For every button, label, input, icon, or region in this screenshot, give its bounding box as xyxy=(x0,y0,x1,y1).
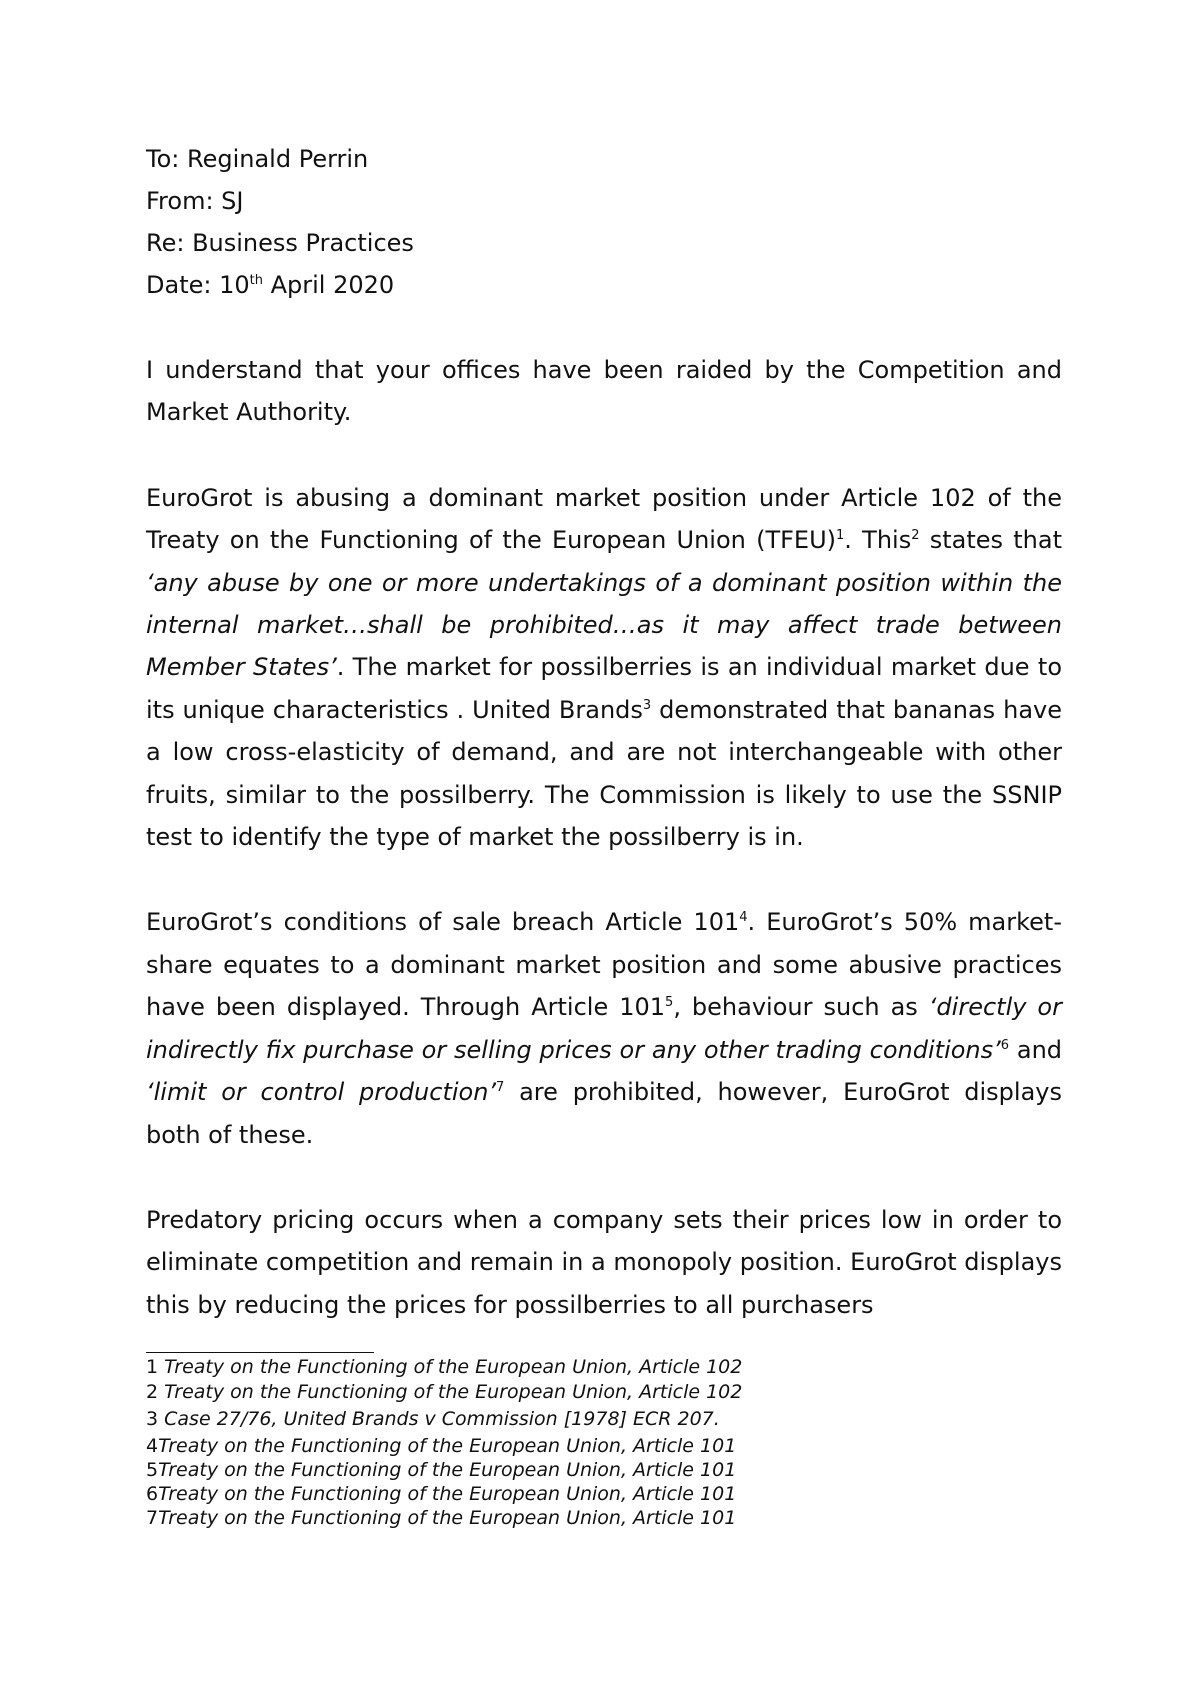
footnote-ref-6: 6 xyxy=(1000,1037,1010,1053)
footnote-separator xyxy=(146,1352,374,1353)
footnote-2 xyxy=(146,1380,1062,1405)
footnote-number: 4 xyxy=(146,1435,159,1457)
p3-text-b: . EuroGrot’s 50% market-share equates to a dominant market position and some abusive practices have been displayed. Through Article 101 xyxy=(146,908,1062,1022)
re-line: Re: Business Practices xyxy=(146,229,414,257)
footnote-7 xyxy=(146,1506,1062,1530)
footnote-number: 1 xyxy=(146,1356,159,1378)
memo-body xyxy=(146,138,1062,1326)
footnote-number: 7 xyxy=(146,1507,159,1529)
p2-text-a: EuroGrot is abusing a dominant market position under Article 102 of the Treaty on the Functioning of the European Union (TFEU) xyxy=(146,483,1062,555)
footnote-ref-2: 2 xyxy=(911,528,920,544)
footnote-3 xyxy=(146,1404,1062,1434)
p2-text-c: states that xyxy=(919,526,1062,555)
footnote-ref-7: 7 xyxy=(496,1080,505,1096)
date-suffix: April 2020 xyxy=(262,271,395,299)
footnote-ref-5: 5 xyxy=(665,995,674,1011)
paragraph-predatory-pricing: Predatory pricing occurs when a company sets their prices low in order to eliminate competition and remain in a monopoly position. EuroGrot displays this by reducing the prices for possilberries to all purchasers xyxy=(146,1205,1062,1319)
footnote-4 xyxy=(146,1434,1062,1458)
date-prefix: Date: 10 xyxy=(146,271,250,299)
to-line: To: Reginald Perrin xyxy=(146,145,369,173)
p2-text-d: . The market for possilberries is an individual market due to its unique characteristics . United Brands xyxy=(146,653,1062,724)
footnote-6 xyxy=(146,1482,1062,1506)
footnote-5 xyxy=(146,1458,1062,1482)
paragraph-intro: I understand that your offices have been raided by the Competition and Market Authority. xyxy=(146,356,1062,427)
footnote-ref-4: 4 xyxy=(739,910,748,926)
p2-text-e: demonstrated that bananas have a low cross-elasticity of demand, and are not interchangeable with other fruits, similar to the possilberry. The Commission is likely to use the SSNIP test to identify the type of market the possilberry is in. xyxy=(146,695,1063,852)
footnote-text: Treaty on the Functioning of the European Union, Article 101 xyxy=(158,1507,737,1529)
p3-text-e: are prohibited, however, EuroGrot displays both of these. xyxy=(146,1078,1062,1149)
footnote-1 xyxy=(146,1355,1062,1380)
footnote-text: Treaty on the Functioning of the European Union, Article 102 xyxy=(164,1356,743,1378)
footnote-number: 6 xyxy=(146,1483,159,1505)
footnote-number: 2 xyxy=(146,1380,159,1403)
footnote-ref-3: 3 xyxy=(642,697,652,713)
from-line: From: SJ xyxy=(146,187,244,215)
footnotes xyxy=(146,1352,1062,1530)
footnote-number: 3 xyxy=(146,1408,159,1430)
production-quote: ‘limit or control production’ xyxy=(146,1078,497,1107)
footnote-text: Treaty on the Functioning of the European Union, Article 102 xyxy=(164,1380,743,1403)
date-ordinal: th xyxy=(249,273,263,288)
article-102-quote: ‘any abuse by one or more undertakings of a dominant position within the internal market…shall be prohibited…as it may affect trade between Member States’ xyxy=(146,568,1062,682)
price-fixing-quote: ‘directly or indirectly fix purchase or selling prices or any other trading conditions’ xyxy=(146,993,1062,1064)
p3-text-c: , behaviour such as xyxy=(673,993,929,1022)
p2-text-b: . This xyxy=(844,526,912,555)
footnote-text: Treaty on the Functioning of the European Union, Article 101 xyxy=(158,1483,737,1505)
paragraph-article-102 xyxy=(146,477,1062,859)
footnote-number: 5 xyxy=(146,1459,159,1481)
date-line xyxy=(146,264,1062,306)
footnote-text: Case 27/76, United Brands v Commission [1978] ECR 207. xyxy=(164,1408,720,1430)
footnote-text: Treaty on the Functioning of the European Union, Article 101 xyxy=(158,1459,737,1481)
footnote-ref-1: 1 xyxy=(836,528,845,544)
paragraph-article-101 xyxy=(146,901,1062,1155)
footnote-text: Treaty on the Functioning of the European Union, Article 101 xyxy=(158,1435,737,1457)
p3-text-a: EuroGrot’s conditions of sale breach Article 101 xyxy=(146,908,740,937)
p3-text-d: and xyxy=(1009,1035,1063,1064)
